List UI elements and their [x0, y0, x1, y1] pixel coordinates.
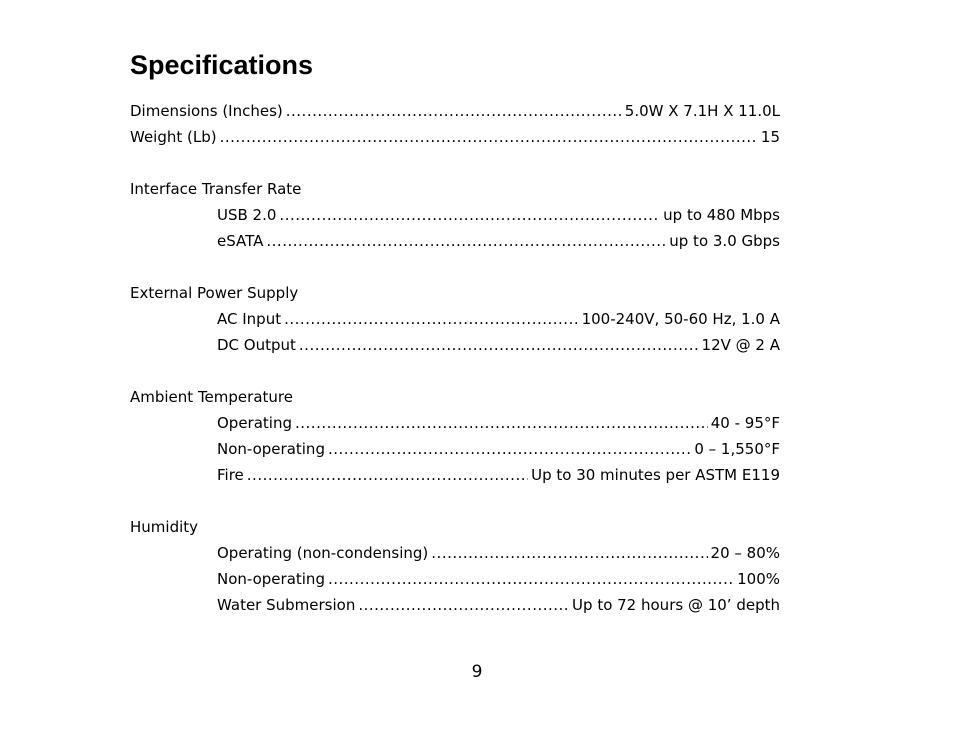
- section-heading-power: [130, 280, 780, 306]
- spec-label: eSATA: [217, 232, 264, 250]
- page-number: 9: [471, 662, 483, 682]
- section-heading-interface: [130, 176, 780, 202]
- dot-leader: [286, 98, 622, 124]
- spec-value: 40 - 95°F: [710, 414, 780, 432]
- dot-leader: [284, 306, 579, 332]
- spec-row-humidity-operating: [130, 540, 780, 566]
- dot-leader: [220, 124, 758, 150]
- page-title: Specifications: [130, 50, 314, 80]
- spec-label: Non-operating: [217, 570, 325, 588]
- spec-row-dc-output: [130, 332, 780, 358]
- spec-value: 5.0W X 7.1H X 11.0L: [624, 102, 780, 120]
- spec-value: Up to 72 hours @ 10’ depth: [572, 596, 780, 614]
- spec-value: Up to 30 minutes per ASTM E119: [531, 466, 780, 484]
- spec-label: Water Submersion: [217, 596, 356, 614]
- spec-label: Operating: [217, 414, 292, 432]
- spec-row-temp-non-operating: [130, 436, 780, 462]
- dot-leader: [266, 228, 666, 254]
- spec-list: [130, 98, 780, 618]
- spec-label: DC Output: [217, 336, 296, 354]
- dot-leader: [328, 566, 734, 592]
- spec-row-water-submersion: [130, 592, 780, 618]
- spec-value: up to 480 Mbps: [663, 206, 780, 224]
- spec-row-ac-input: [130, 306, 780, 332]
- dot-leader: [247, 462, 528, 488]
- spec-label: Non-operating: [217, 440, 325, 458]
- spec-row-temp-operating: [130, 410, 780, 436]
- section-heading: Humidity: [130, 518, 199, 536]
- spec-row-esata: [130, 228, 780, 254]
- spec-value: 100-240V, 50-60 Hz, 1.0 A: [581, 310, 780, 328]
- spec-value: 12V @ 2 A: [701, 336, 780, 354]
- spec-label: Operating (non-condensing): [217, 544, 429, 562]
- spec-value: 0 – 1,550°F: [694, 440, 780, 458]
- dot-leader: [431, 540, 707, 566]
- section-heading-humidity: [130, 514, 780, 540]
- section-heading-temperature: [130, 384, 780, 410]
- spec-row-humidity-non-operating: [130, 566, 780, 592]
- spec-row-dimensions: [130, 98, 780, 124]
- dot-leader: [299, 332, 699, 358]
- dot-leader: [328, 436, 691, 462]
- spec-row-weight: [130, 124, 780, 150]
- dot-leader: [279, 202, 660, 228]
- dot-leader: [358, 592, 569, 618]
- spec-label: Dimensions (Inches): [130, 102, 283, 120]
- spec-value: 15: [760, 128, 780, 146]
- spec-label: USB 2.0: [217, 206, 277, 224]
- spec-value: up to 3.0 Gbps: [669, 232, 780, 250]
- section-heading: Interface Transfer Rate: [130, 180, 302, 198]
- spec-value: 100%: [737, 570, 780, 588]
- spec-row-usb: [130, 202, 780, 228]
- spec-value: 20 – 80%: [710, 544, 780, 562]
- section-heading: External Power Supply: [130, 284, 299, 302]
- dot-leader: [295, 410, 708, 436]
- spec-label: Weight (Lb): [130, 128, 217, 146]
- section-heading: Ambient Temperature: [130, 388, 293, 406]
- spec-label: AC Input: [217, 310, 282, 328]
- spec-label: Fire: [217, 466, 244, 484]
- spec-row-fire: [130, 462, 780, 488]
